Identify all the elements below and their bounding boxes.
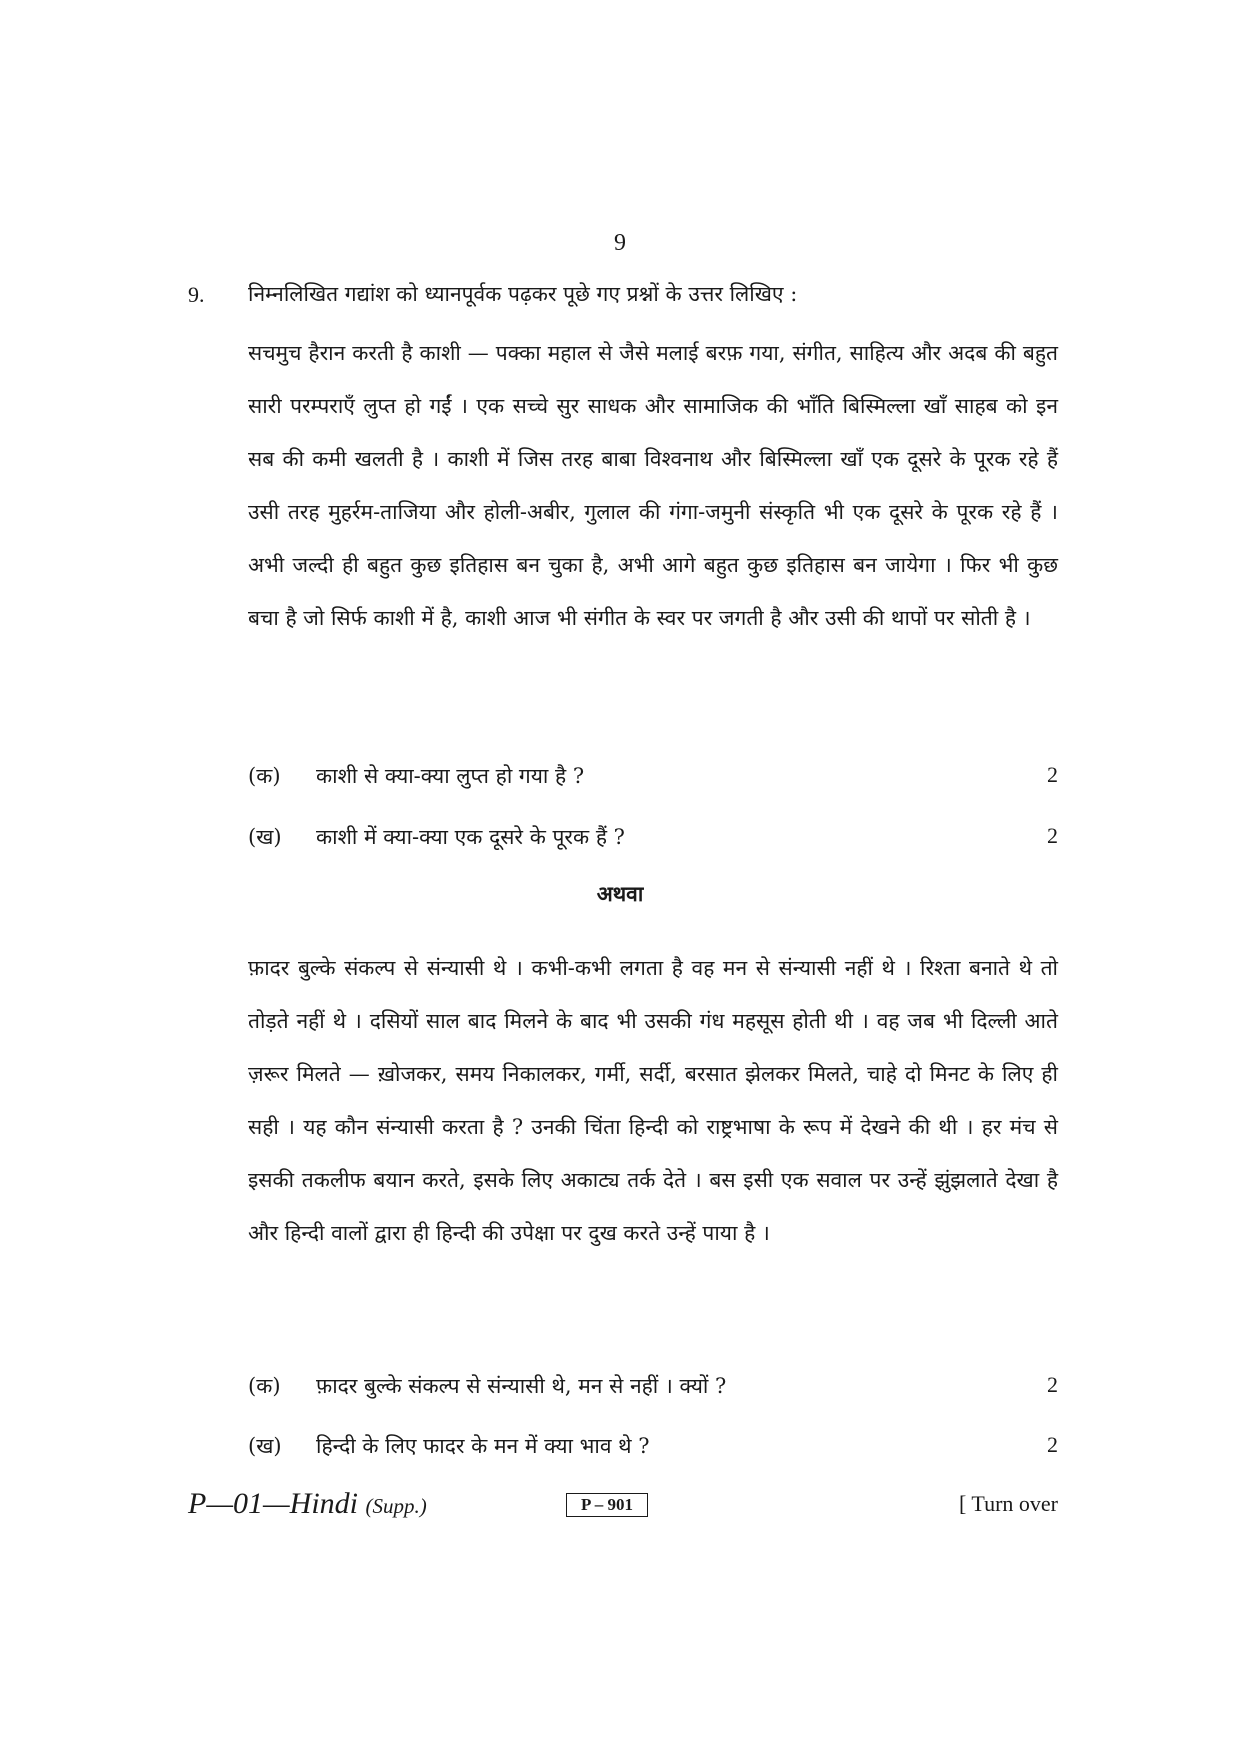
sub-question <box>248 1432 1058 1460</box>
paper-code-suffix: (Supp.) <box>365 1494 427 1518</box>
paper-code <box>188 1487 427 1523</box>
sub-question-label: (क) <box>248 1374 281 1398</box>
sub-question-label: (ख) <box>248 1434 282 1458</box>
sub-question <box>248 762 1058 790</box>
sub-question-label: (ख) <box>248 825 282 849</box>
page-number: 9 <box>614 230 626 256</box>
sub-question <box>248 1372 1058 1400</box>
sub-question-label: (क) <box>248 764 281 788</box>
passage-kashi: सचमुच हैरान करती है काशी — पक्का महाल से जैसे मलाई बरफ़ गया, संगीत, साहित्य और अदब की बहुत सारी परम्पराएँ लुप्त हो गईं । एक सच्चे सुर साधक और सामाजिक की भाँति बिस्मिल्ला खाँ साहब को इन सब की कमी खलती है । काशी में जिस तरह बाबा विश्वनाथ और बिस्मिल्ला खाँ एक दूसरे के पूरक रहे हैं उसी तरह मुहर्रम-ताजिया और होली-अबीर, गुलाल की गंगा-जमुनी संस्कृति भी एक दूसरे के पूरक रहे हैं । अभी जल्दी ही बहुत कुछ इतिहास बन चुका है, अभी आगे बहुत कुछ इतिहास बन जायेगा । फिर भी कुछ बचा है जो सिर्फ काशी में है, काशी आज भी संगीत के स्वर पर जगती है और उसी की थापों पर सोती है । <box>248 341 1058 630</box>
boxed-paper-code: P – 901 <box>566 1493 648 1517</box>
or-heading: अथवा <box>596 881 644 906</box>
sub-question-marks: 2 <box>1047 1372 1058 1397</box>
sub-question-text: काशी में क्या-क्या एक दूसरे के पूरक हैं ? <box>316 825 625 849</box>
sub-question-marks: 2 <box>1047 823 1058 848</box>
question-number: 9. <box>188 282 205 307</box>
sub-question-text: हिन्दी के लिए फादर के मन में क्या भाव थे ? <box>316 1434 650 1458</box>
question-instruction: निम्नलिखित गद्यांश को ध्यानपूर्वक पढ़कर पूछे गए प्रश्नों के उत्तर लिखिए : <box>248 282 798 306</box>
sub-question <box>248 823 1058 851</box>
page-footer <box>188 1487 1058 1523</box>
paper-code-main: P—01—Hindi <box>188 1487 359 1520</box>
sub-question-text: फ़ादर बुल्के संकल्प से संन्यासी थे, मन से नहीं । क्यों ? <box>316 1374 727 1398</box>
turn-over-note: [ Turn over <box>958 1491 1058 1516</box>
sub-question-marks: 2 <box>1047 762 1058 787</box>
sub-question-text: काशी से क्या-क्या लुप्त हो गया है ? <box>316 764 585 788</box>
passage-father-bulke: फ़ादर बुल्के संकल्प से संन्यासी थे । कभी-कभी लगता है वह मन से संन्यासी नहीं थे । रिश्ता बनाते थे तो तोड़ते नहीं थे । दसियों साल बाद मिलने के बाद भी उसकी गंध महसूस होती थी । वह जब भी दिल्ली आते ज़रूर मिलते — ख़ोजकर, समय निकालकर, गर्मी, सर्दी, बरसात झेलकर मिलते, चाहे दो मिनट के लिए ही सही । यह कौन संन्यासी करता है ? उनकी चिंता हिन्दी को राष्ट्रभाषा के रूप में देखने की थी । हर मंच से इसकी तकलीफ बयान करते, इसके लिए अकाट्य तर्क देते । बस इसी एक सवाल पर उन्हें झुंझलाते देखा है और हिन्दी वालों द्वारा ही हिन्दी की उपेक्षा पर दुख करते उन्हें पाया है । <box>248 956 1058 1245</box>
sub-question-marks: 2 <box>1047 1432 1058 1457</box>
